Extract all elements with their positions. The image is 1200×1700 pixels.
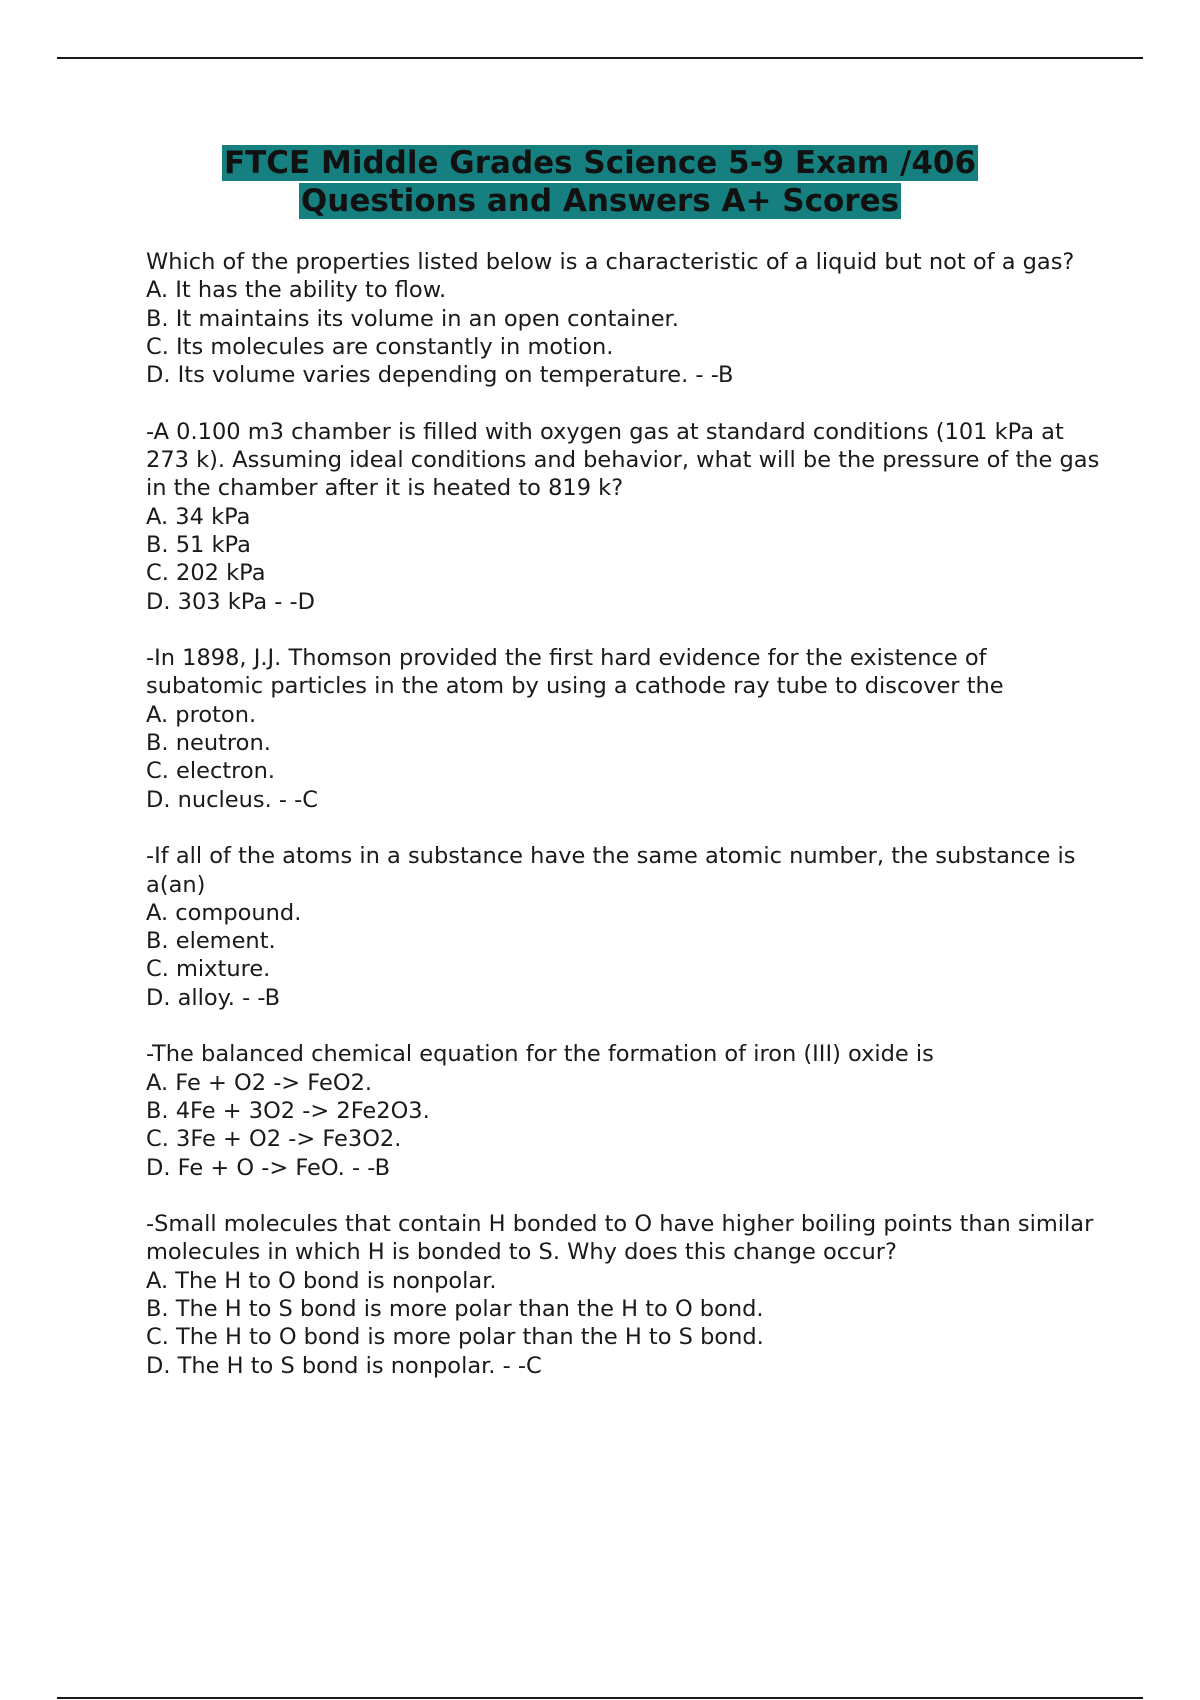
answer-option: D. nucleus. - -C <box>146 786 319 813</box>
question-prompt: -Small molecules that contain H bonded to O have higher boiling points than similar molecules in which H is bonded to S. Why does this change occur? <box>146 1211 1094 1266</box>
question-prompt: -In 1898, J.J. Thomson provided the first hard evidence for the existence of subatomic particles in the atom by using a cathode ray tube to discover the <box>146 645 1004 700</box>
answer-option: D. alloy. - -B <box>146 984 281 1011</box>
answer-option: A. It has the ability to flow. <box>146 277 447 304</box>
answer-option: B. neutron. <box>146 730 271 757</box>
question-prompt: -The balanced chemical equation for the formation of iron (III) oxide is <box>146 1041 934 1068</box>
answer-option: D. 303 kPa - -D <box>146 588 315 615</box>
question-4 <box>146 842 1106 1012</box>
answer-option: B. It maintains its volume in an open container. <box>146 305 679 332</box>
answer-option: D. Fe + O -> FeO. - -B <box>146 1154 391 1181</box>
answer-option: B. 51 kPa <box>146 531 251 558</box>
answer-option: C. electron. <box>146 758 276 785</box>
answer-option: B. 4Fe + 3O2 -> 2Fe2O3. <box>146 1097 430 1124</box>
document-title <box>0 144 1200 220</box>
answer-option: A. 34 kPa <box>146 503 251 530</box>
question-prompt: -If all of the atoms in a substance have the same atomic number, the substance is a(an) <box>146 843 1076 898</box>
answer-option: C. 202 kPa <box>146 560 266 587</box>
question-prompt: Which of the properties listed below is a characteristic of a liquid but not of a gas? <box>146 249 1075 275</box>
question-6 <box>146 1210 1106 1380</box>
answer-option: C. 3Fe + O2 -> Fe3O2. <box>146 1126 402 1153</box>
answer-option: A. Fe + O2 -> FeO2. <box>146 1069 373 1096</box>
answer-option: B. element. <box>146 928 276 955</box>
answer-option: C. mixture. <box>146 956 271 983</box>
title-line-1: FTCE Middle Grades Science 5-9 Exam /406 <box>223 145 977 181</box>
answer-option: A. proton. <box>146 701 257 728</box>
answer-option: B. The H to S bond is more polar than the H to O bond. <box>146 1295 764 1322</box>
footer-rule <box>57 1697 1143 1699</box>
answer-option: C. The H to O bond is more polar than the H to S bond. <box>146 1324 764 1351</box>
question-3 <box>146 644 1106 814</box>
header-rule <box>57 57 1143 59</box>
question-5 <box>146 1040 1106 1181</box>
answer-option: A. compound. <box>146 899 302 926</box>
answer-option: C. Its molecules are constantly in motion. <box>146 333 614 360</box>
question-prompt: -A 0.100 m3 chamber is filled with oxygen gas at standard conditions (101 kPa at 273 k). Assuming ideal conditions and behavior, what will be the pressure of the gas in the chamber after it is heated to 819 k? <box>146 418 1100 502</box>
answer-option: D. The H to S bond is nonpolar. - -C <box>146 1352 542 1379</box>
question-list <box>146 248 1106 1408</box>
question-2 <box>146 418 1106 616</box>
title-line-2: Questions and Answers A+ Scores <box>300 183 900 219</box>
question-1 <box>146 248 1106 389</box>
answer-option: A. The H to O bond is nonpolar. <box>146 1267 497 1294</box>
answer-option: D. Its volume varies depending on temperature. - -B <box>146 362 734 389</box>
